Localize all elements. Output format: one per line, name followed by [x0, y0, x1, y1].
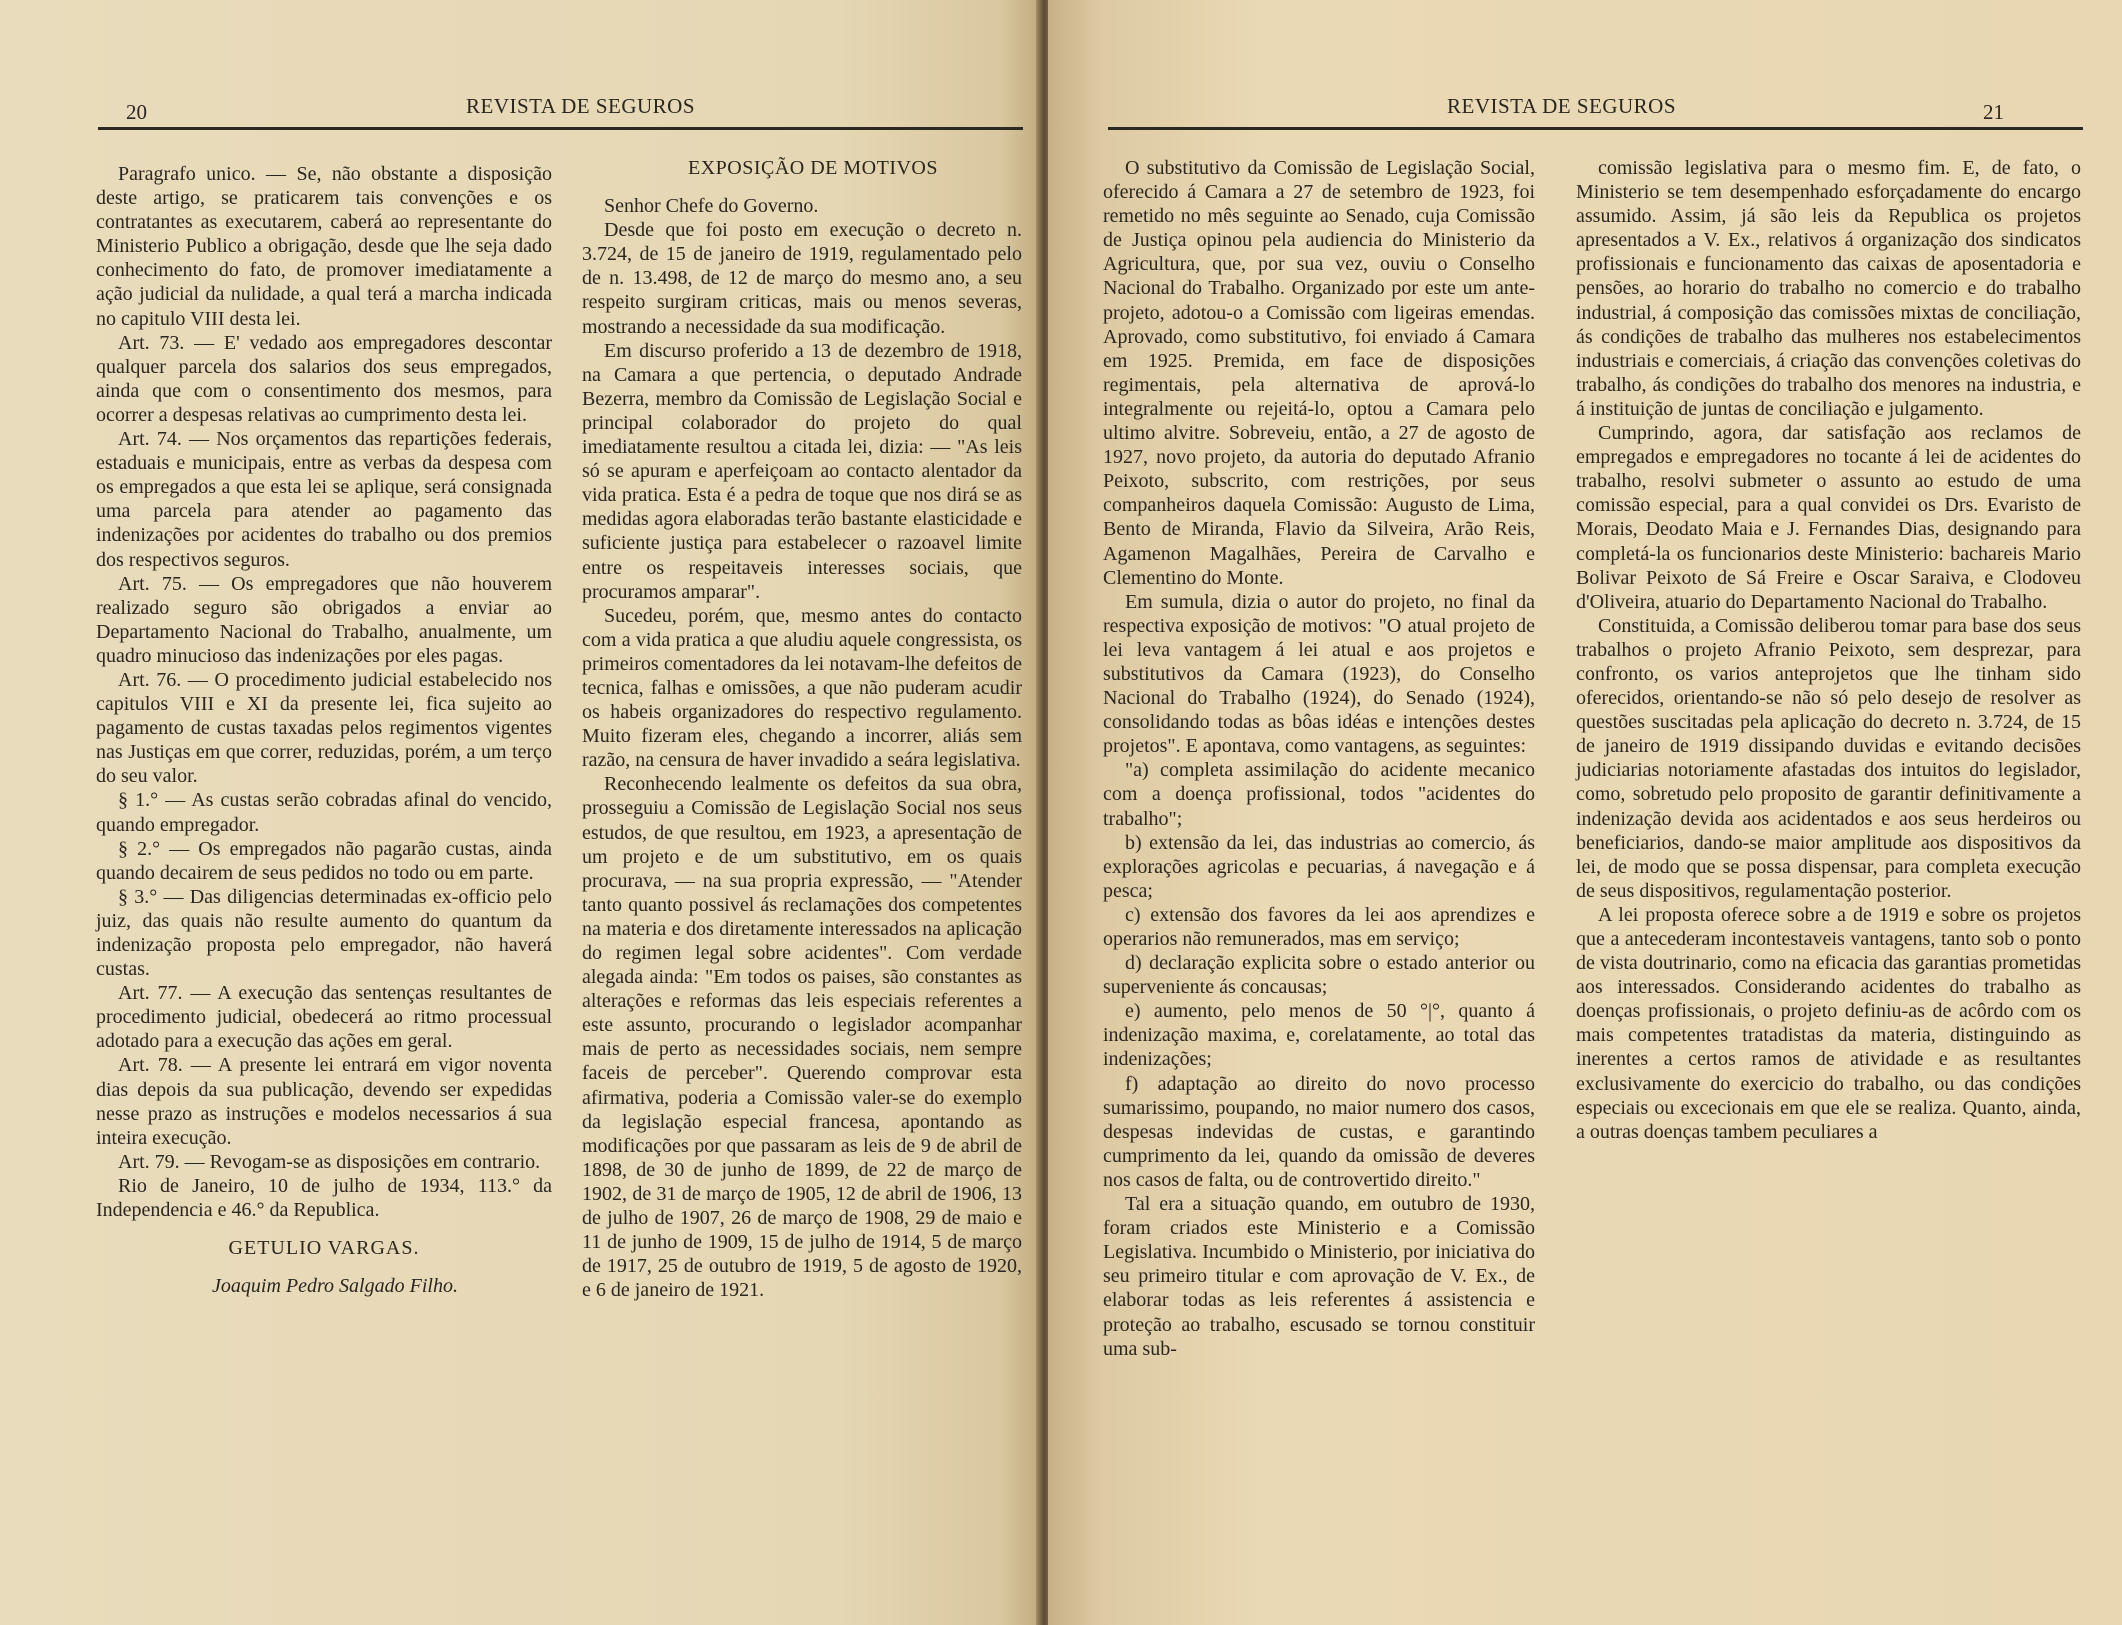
section-heading: EXPOSIÇÃO DE MOTIVOS: [687, 157, 938, 179]
paragraph: A lei proposta oferece sobre a de 1919 e sobre os projetos que a antecederam incontestaveis vantagens, tanto sob o ponto de vista doutrinario, como na eficacia das garantias prometidas aos interessados. Considerando acidentes do trabalho as doenças profissionais, o projeto definiu-as de acôrdo com os mais competentes tratadistas da materia, distinguindo as inerentes a certos ramos de atividade e as resultantes exclusivamente do exercicio do trabalho, ou das condições especiais ou excecionais em que ele se realiza. Quanto, ainda, a outras doenças tambem peculiares a: [1576, 903, 2081, 1143]
paragraph: Desde que foi posto em execução o decreto n. 3.724, de 15 de janeiro de 1919, regulamentado pelo de n. 13.498, de 12 de março do mesmo ano, a seu respeito surgiram criticas, mais ou menos severas, mostrando a necessidade da sua modificação.: [582, 219, 1022, 338]
right-column-2: [1576, 156, 2081, 1144]
paragraph: c) extensão dos favores da lei aos aprendizes e operarios não remunerados, mas em serviço;: [1103, 903, 1535, 950]
cosigner: Joaquim Pedro Salgado Filho.: [212, 1275, 458, 1298]
paragraph: Art. 74. — Nos orçamentos das repartições federais, estaduais e municipais, entre as verbas da despesa com os empregados a que esta lei se aplique, será consignada uma parcela para atender ao pagamento das indenizações por acidentes do trabalho ou dos premios dos respectivos seguros.: [96, 428, 552, 571]
page-number: 21: [1983, 100, 2004, 124]
paragraph: Reconhecendo lealmente os defeitos da sua obra, prosseguiu a Comissão de Legislação Social nos seus estudos, de que resultou, em 1923, a apresentação de um projeto e de um substitutivo, em os quais procurava, — na sua propria expressão, — "Atender tanto quanto possivel ás reclamações dos competentes na materia e dos diretamente interessados na aplicação do regimen legal sobre acidentes". Com verdade alegada ainda: "Em todos os paises, são constantes as alterações e reformas das leis especiais referentes a este assunto, procurando o legislador acompanhar mais de perto as necessidades sociais, nem sempre faceis de perceber". Querendo comprovar esta afirmativa, poderia a Comissão valer-se do exemplo da legislação especial francesa, apontando as modificações por que passaram as leis de 9 de abril de 1898, de 30 de junho de 1899, de 22 de março de 1902, de 31 de março de 1905, 12 de abril de 1906, 13 de julho de 1907, 26 de março de 1908, 29 de maio e 11 de junho de 1909, 15 de julho de 1914, 5 de março de 1917, 25 de outubro de 1919, 5 de agosto de 1920, e 6 de janeiro de 1921.: [582, 773, 1022, 1302]
left-column-1: [96, 162, 552, 1298]
paragraph: Art. 78. — A presente lei entrará em vigor noventa dias depois da sua publicação, devendo ser expedidas nesse prazo as instruções e modelos necessarios á sua inteira execução.: [96, 1054, 552, 1149]
paragraph: f) adaptação ao direito do novo processo sumarissimo, poupando, no maior numero dos casos, despesas indevidas de custas, e garantindo cumprimento da lei, quando da omissão de deveres nos casos de falta, ou de controvertido direito.": [1103, 1072, 1535, 1191]
paragraph: Rio de Janeiro, 10 de julho de 1934, 113.° da Independencia e 46.° da Republica.: [96, 1174, 552, 1222]
paragraph: O substitutivo da Comissão de Legislação Social, oferecido á Camara a 27 de setembro de 1923, foi remetido no mês seguinte ao Senado, cuja Comissão de Justiça opinou pela audiencia do Ministerio da Agricultura, que, por sua vez, ouviu o Conselho Nacional do Trabalho. Organizado por este um ante-projeto, adotou-o a Comissão com ligeiras emendas. Aprovado, como substitutivo, foi enviado á Camara em 1925. Premida, em face de disposições regimentais, pela alternativa de aprová-lo integralmente ou rejeitá-lo, optou a Camara pelo ultimo alvitre. Sobreveiu, então, a 27 de agosto de 1927, novo projeto, da autoria do deputado Afranio Peixoto, subscrito, com restrições, por seus companheiros daquela Comissão: Augusto de Lima, Bento de Miranda, Flavio da Silveira, Arão Reis, Agamenon Magalhães, Pereira de Carvalho e Clementino do Monte.: [1103, 157, 1535, 589]
paragraph: Art. 77. — A execução das sentenças resultantes de procedimento judicial, obedecerá ao ritmo processual adotado para a execução das ações em geral.: [96, 982, 552, 1053]
header-rule: [98, 127, 1023, 130]
commission-text: [1576, 156, 2081, 1144]
paragraph: § 1.° — As custas serão cobradas afinal do vencido, quando empregador.: [96, 789, 552, 836]
paragraph: Cumprindo, agora, dar satisfação aos reclamos de empregados e empregadores no tocante á lei de acidentes do trabalho, resolvi submeter o assunto ao estudo de uma comissão especial, para a qual convidei os Drs. Evaristo de Morais, Deodato Maia e J. Fernandes Dias, designando para completá-la os funcionarios deste Ministerio: bachareis Mario Bolivar Peixoto de Sá Freire e Oscar Saraiva, e Clodoveu d'Oliveira, atuario do Departamento Nacional do Trabalho.: [1576, 422, 2081, 613]
paragraph: Art. 79. — Revogam-se as disposições em contrario.: [118, 1150, 541, 1173]
paragraph: d) declaração explicita sobre o estado anterior ou superveniente ás concausas;: [1103, 952, 1535, 999]
paragraph: Sucedeu, porém, que, mesmo antes do contacto com a vida pratica a que aludiu aquele congressista, os primeiros comentadores da lei notavam-lhe defeitos de tecnica, falhas e omissões, a que não puderam acudir os habeis organizadores do respectivo regulamento. Muito fizeram eles, chegando a incorrer, aliás sem razão, na censura de haver invadido a seára legislativa.: [582, 604, 1022, 772]
salutation: Senhor Chefe do Governo.: [604, 195, 819, 218]
paragraph: Tal era a situação quando, em outubro de 1930, foram criados este Ministerio e a Comissão Legislativa. Incumbido o Ministerio, por iniciativa do seu primeiro titular e com aprovação de V. Ex., de elaborar todas as leis referentes á assistencia e proteção ao trabalho, escusado se tornou constituir uma sub-: [1103, 1193, 1535, 1360]
paragraph: Constituida, a Comissão deliberou tomar para base dos seus trabalhos o projeto Afranio Peixoto, sem desprezar, para confronto, os varios anteprojetos que lhe tinham sido oferecidos, orientando-se não só pelo desejo de resolver as questões suscitadas pela aplicação do decreto n. 3.724, de 15 de janeiro de 1919 dissipando duvidas e evitando decisões judiciarias notoriamente afastadas dos intuitos do legislador, como, sobretudo pelo proposito de garantir definitivamente a indenização devida aos acidentados e aos seus herdeiros ou beneficiarios, dando-se maior amplitude aos dispositivos da lei, de modo que se possa dispensar, para completa execução de seus dispositivos, regulamentação posterior.: [1576, 614, 2081, 902]
paragraph: "a) completa assimilação do acidente mecanico com a doença profissional, todos "acidentes do trabalho";: [1103, 759, 1535, 830]
paragraph: § 3.° — Das diligencias determinadas ex-officio pelo juiz, das quais não resulte aumento do quantum da indenização proposta pelo empregador, não haverá custas.: [96, 885, 552, 981]
paragraph: Paragrafo unico. — Se, não obstante a disposição deste artigo, se praticarem tais convenções e os contratantes as executarem, caberá ao representante do Ministerio Publico a obrigação, desde que lhe seja dado conhecimento do fato, de promover imediatamente a ação judicial da nulidade, a qual terá a marcha indicada no capitulo VIII desta lei.: [96, 163, 552, 330]
paragraph: Em discurso proferido a 13 de dezembro de 1918, na Camara a que pertencia, o deputado Andrade Bezerra, membro da Comissão de Legislação Social e principal colaborador do projeto do qual imediatamente resultou a citada lei, dizia: — "As leis só se apuram e aperfeiçoam ao contacto alentador da vida pratica. Esta é a pedra de toque que nos dirá se as medidas agora elaboradas terão bastante elasticidade e suficiente justiça para estabelecer o razoavel limite entre os respeitaveis interesses sociais, que procuramos amparar".: [582, 339, 1022, 603]
law-articles: [96, 162, 552, 1222]
substitutivo-text: [1103, 156, 1535, 1361]
paragraph: Art. 75. — Os empregadores que não houverem realizado seguro são obrigados a enviar ao Departamento Nacional do Trabalho, anualmente, um quadro minucioso das indenizações por eles pagas.: [96, 572, 552, 667]
paragraph: Art. 73. — E' vedado aos empregadores descontar qualquer parcela dos salarios dos seus empregados, ainda que com o consentimento dos mesmos, para ocorrer a despesas relativas ao cumprimento desta lei.: [96, 331, 552, 426]
paragraph: e) aumento, pelo menos de 50 °|°, quanto á indenização maxima, e, corelatamente, ao total das indenizações;: [1103, 1000, 1535, 1071]
page-number: 20: [126, 100, 147, 124]
signature: GETULIO VARGAS.: [228, 1237, 420, 1260]
paragraph: Art. 76. — O procedimento judicial estabelecido nos capitulos VIII e XI da presente lei, fica sujeito ao pagamento de custas taxadas pelos regimentos vigentes nas Justiças em que correr, reduzidas, porém, a um terço do seu valor.: [96, 668, 552, 788]
running-header: REVISTA DE SEGUROS: [466, 94, 696, 118]
right-column-1: [1103, 156, 1535, 1361]
left-column-2: [582, 156, 1022, 1302]
right-page: [1048, 0, 2122, 1625]
header-rule: [1108, 127, 2083, 130]
running-header: REVISTA DE SEGUROS: [1447, 94, 1677, 118]
paragraph: b) extensão da lei, das industrias ao comercio, ás explorações agricolas e pecuarias, á navegação e á pesca;: [1103, 831, 1535, 902]
paragraph: § 2.° — Os empregados não pagarão custas, ainda quando decairem de seus pedidos no todo ou em parte.: [96, 837, 552, 884]
paragraph: Em sumula, dizia o autor do projeto, no final da respectiva exposição de motivos: "O atual projeto de lei leva vantagem á lei atual e aos projetos e substitutivos da Camara (1923), do Conselho Nacional do Trabalho (1924), do Senado (1924), consolidando todas as bôas idéas e intenções destes projetos". E apontava, como vantagens, as seguintes:: [1103, 590, 1535, 758]
exposition-text: [582, 218, 1022, 1302]
paragraph: comissão legislativa para o mesmo fim. E, de fato, o Ministerio se tem desempenhado esforçadamente do encargo assumido. Assim, já são leis da Republica os projetos apresentados a V. Ex., relativos á organização dos sindicatos profissionais e funcionamento das caixas de aposentadoria e pensões, ao horario do trabalho no comercio e do trabalho industrial, á composição das comissões mixtas de conciliação, ás condições de trabalho das mulheres nos estabelecimentos industriais e comerciais, á criação das convenções coletivas do trabalho, ás condições do trabalho dos menores na industria, e á instituição de juntas de conciliação e julgamento.: [1576, 157, 2081, 420]
left-page: [0, 0, 1043, 1625]
